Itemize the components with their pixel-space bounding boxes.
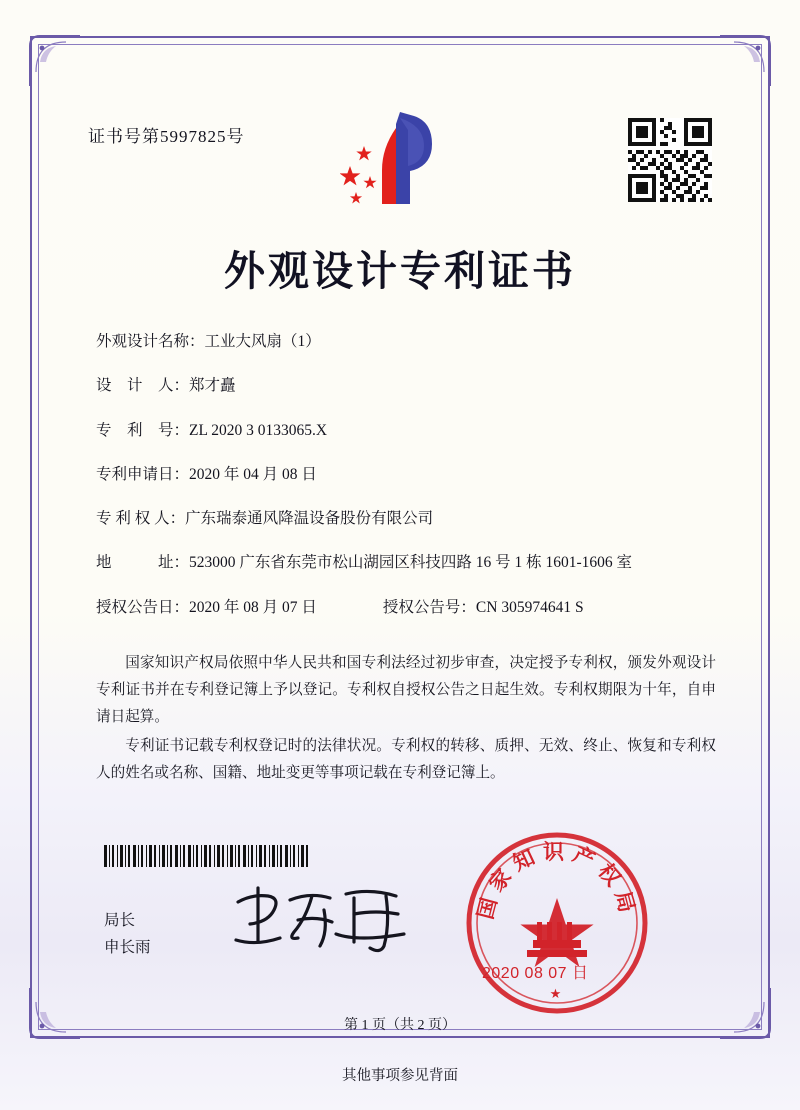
director-name: 申长雨 xyxy=(104,939,151,957)
field-value: 2020 年 08 月 07 日 xyxy=(189,598,317,616)
field-grant-date xyxy=(96,596,317,619)
field-grant-row xyxy=(96,596,716,619)
field-label: 专利申请日： xyxy=(96,465,190,483)
director-title: 局长 xyxy=(104,912,136,929)
official-seal-icon xyxy=(462,828,652,1018)
body-text xyxy=(96,650,716,789)
footer-note: 其他事项参见背面 xyxy=(342,1068,458,1084)
field-value: 523000 广东省东莞市松山湖园区科技四路 16 号 1 栋 1601-1606 室 xyxy=(189,554,633,572)
field-label: 专 利 权 人： xyxy=(96,510,186,527)
page-number: 第 1 页（共 2 页） xyxy=(344,1018,456,1033)
field-value: CN 305974641 S xyxy=(475,598,584,616)
field-label: 授权公告日： xyxy=(96,598,190,616)
field-value: 广东瑞泰通风降温设备股份有限公司 xyxy=(185,510,434,527)
field-patentee xyxy=(96,507,716,530)
field-value: 工业大风扇（1） xyxy=(204,333,321,350)
field-value: 郑才矗 xyxy=(189,377,236,395)
handwritten-signature-icon xyxy=(228,880,428,960)
field-label: 授权公告号： xyxy=(382,598,476,616)
field-address xyxy=(96,551,716,574)
cnipa-star-logo-icon xyxy=(340,108,460,213)
barcode-icon xyxy=(104,845,309,867)
page-title: 外观设计专利证书 xyxy=(224,247,576,295)
paragraph-1: 国家知识产权局依照中华人民共和国专利法经过初步审查，决定授予专利权，颁发外观设计专利证书并在专利登记簿上予以登记。专利权自授权公告之日起生效。专利权期限为十年，自申请日起算。 xyxy=(96,655,716,725)
qr-code-icon xyxy=(628,118,712,202)
certificate-number: 证书号第5997825号 xyxy=(88,127,245,146)
svg-text:国家知识产权局: 国家知识产权局 xyxy=(472,839,642,922)
field-label: 外观设计名称： xyxy=(96,333,205,350)
field-label: 设 计 人： xyxy=(96,377,190,395)
field-list xyxy=(96,330,716,640)
field-application-date xyxy=(96,463,716,486)
field-label: 专 利 号： xyxy=(96,421,190,439)
field-design-name xyxy=(96,330,716,353)
svg-text:★: ★ xyxy=(549,987,565,1002)
field-grant-number xyxy=(383,596,584,619)
paragraph-2: 专利证书记载专利权登记时的法律状况。专利权的转移、质押、无效、终止、恢复和专利权人的姓名或名称、国籍、地址变更等事项记载在专利登记簿上。 xyxy=(96,737,716,781)
field-value: 2020 年 04 月 08 日 xyxy=(189,465,317,483)
field-patent-number xyxy=(96,419,716,442)
seal-date: 2020 08 07 日 xyxy=(482,965,589,982)
field-value: ZL 2020 3 0133065.X xyxy=(189,421,328,439)
signature-block xyxy=(104,907,151,961)
field-label: 地 址： xyxy=(96,554,190,572)
field-designer xyxy=(96,374,716,397)
